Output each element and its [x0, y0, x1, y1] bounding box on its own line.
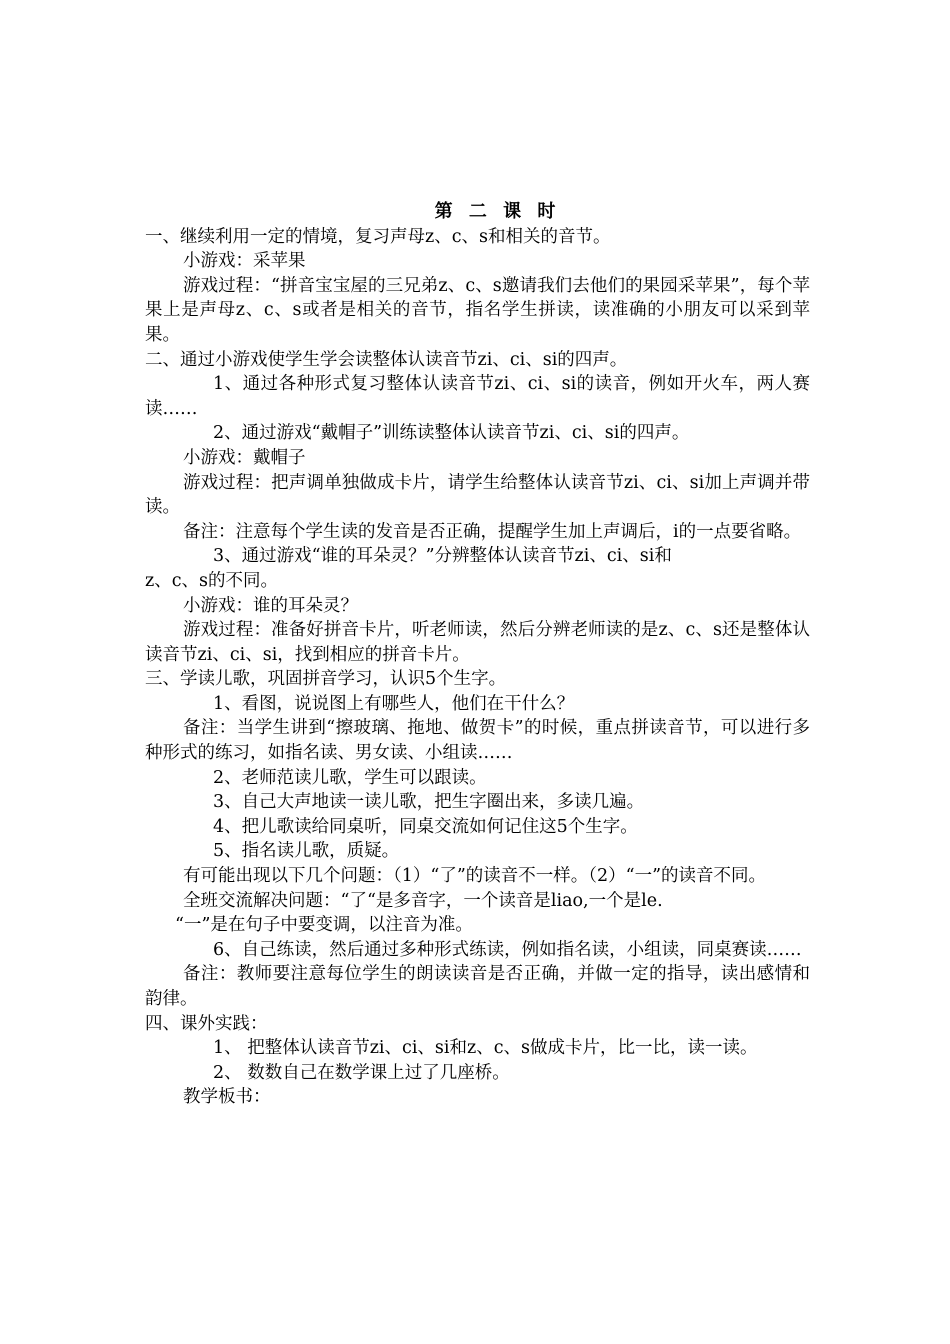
lesson-title: 第 二 课 时: [434, 201, 561, 222]
paragraph: 备注：当学生讲到“擦玻璃、拖地、做贺卡”的时候，重点拼读音节，可以进行多种形式的练习，如指名读、男女读、小组读……: [145, 718, 810, 764]
paragraph: 小游戏：采苹果: [183, 251, 306, 272]
paragraph: 2、 数数自己在数学课上过了几座桥。: [213, 1062, 510, 1083]
paragraph: 小游戏：谁的耳朵灵？: [183, 595, 358, 616]
paragraph: 6、自己练读，然后通过多种形式练读，例如指名读，小组读，同桌赛读……: [213, 939, 802, 960]
paragraph: 游戏过程：“拼音宝宝屋的三兄弟z、c、s邀请我们去他们的果园采苹果”，每个苹果上是声母z、c、s或者是相关的音节，指名学生拼读，读准确的小朋友可以采到苹果。: [145, 275, 810, 345]
paragraph: 有可能出现以下几个问题：（1）“了”的读音不一样。（2）“一”的读音不同。: [183, 866, 767, 887]
paragraph: 游戏过程：准备好拼音卡片，听老师读，然后分辨老师读的是z、c、s还是整体认读音节zi、ci、si，找到相应的拼音卡片。: [145, 620, 810, 665]
paragraph: 3、自己大声地读一读儿歌，把生字圈出来，多读几遍。: [213, 792, 645, 813]
paragraph: 4、把儿歌读给同桌听，同桌交流如何记住这5个生字。: [213, 816, 638, 837]
paragraph: 教学板书：: [183, 1087, 271, 1108]
paragraph: 二、通过小游戏使学生学会读整体认读音节zi、ci、si的四声。: [145, 349, 628, 370]
paragraph: 5、指名读儿歌，质疑。: [213, 841, 400, 862]
paragraph: 3、通过游戏“谁的耳朵灵？”分辨整体认读音节zi、ci、si和: [213, 546, 672, 567]
paragraph: 备注：注意每个学生读的发音是否正确，提醒学生加上声调后，i的一点要省略。: [183, 521, 802, 542]
paragraph: 2、通过游戏“戴帽子”训练读整体认读音节zi、ci、si的四声。: [213, 423, 690, 444]
paragraph: z、c、s的不同。: [145, 570, 279, 591]
paragraph: 1、 把整体认读音节zi、ci、si和z、c、s做成卡片，比一比，读一读。: [213, 1038, 758, 1059]
paragraph: “一”是在句子中要变调，以注音为准。: [175, 915, 473, 936]
paragraph: 2、老师范读儿歌，学生可以跟读。: [213, 767, 487, 788]
document-page: [145, 200, 810, 1110]
paragraph: 游戏过程：把声调单独做成卡片，请学生给整体认读音节zi、ci、si加上声调并带读。: [145, 472, 810, 518]
paragraph: 备注：教师要注意每位学生的朗读读音是否正确，并做一定的指导，读出感情和韵律。: [145, 964, 810, 1009]
paragraph: 四、课外实践：: [145, 1013, 268, 1034]
paragraph: 1、看图，说说图上有哪些人，他们在干什么？: [213, 693, 575, 714]
paragraph: 全班交流解决问题：“了“是多音字，一个读音是liao,一个是le.: [183, 890, 663, 911]
paragraph: 三、学读儿歌，巩固拼音学习，认识5个生字。: [145, 669, 507, 690]
paragraph: 小游戏：戴帽子: [183, 447, 306, 468]
document-body: [145, 225, 810, 1110]
paragraph: 一、继续利用一定的情境，复习声母z、c、s和相关的音节。: [145, 226, 611, 247]
paragraph: 1、通过各种形式复习整体认读音节zi、ci、si的读音，例如开火车，两人赛读……: [145, 374, 810, 419]
